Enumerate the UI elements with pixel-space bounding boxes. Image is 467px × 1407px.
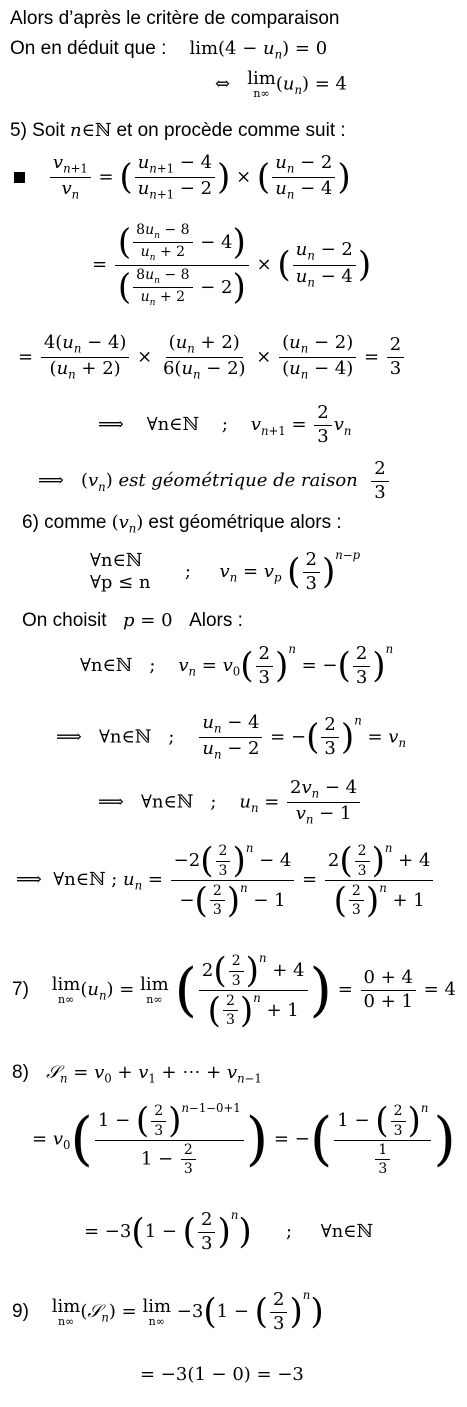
eq-un-explicit: ⟹ ∀n∈ℕ ; $u_n$ = −2( $\frac{2}{3}$ )$^n$ − 4 −( $\frac{2}{3}$ )$^n$ − 1 = 2( $\frac{2}{3}$ )$^n$ + 4 ( $\frac{2}{3}$ )$^n$ + 1 (16, 842, 435, 918)
eq-lim-4-un: On en déduit que : $\lim(4 - u_n) = 0$ (10, 38, 328, 62)
eq-geometric: ⟹ $(v_n)$ est géométrique de raison $\frac{2}{3}$ (38, 459, 391, 503)
eq-vn-explicit: ∀n∈ℕ ; $v_n = v_0$( $\frac{2}{3}$ )$^n$ = −( $\frac{2}{3}$ )$^n$ (80, 642, 394, 688)
eq-q8-geometric-sum: = $v_0$( 1 − ( $\frac{2}{3}$ )$^{n-1-0+1}$ 1 − $\frac{2}{3}$ ) = −( 1 − ( $\frac{2}{3}$ )$^n$ $\frac{1}{3}$ ) (32, 1100, 456, 1177)
q5-heading: 5) Soit n∈ℕ et on procède comme suit : (10, 120, 346, 141)
bullet-icon (14, 172, 25, 183)
eq-q8-result: = −3(1 − ( $\frac{2}{3}$ )$^n$) ; ∀n∈ℕ (84, 1208, 373, 1254)
eq-vn-vp: ∀n∈ℕ ∀p ≤ n ; $v_n = v_p$ ( $\frac{2}{3}$ )$^{n-p}$ (90, 548, 361, 594)
eq-un-ratio: ⟹ ∀n∈ℕ ; $\frac{u_n - 4}{u_n - 2}$ = −( $\frac{2}{3}$ )$^n = v_n$ (56, 712, 406, 762)
lim-symbol: lim n∞ (247, 68, 276, 100)
eq-q8-sum: 8) 𝒮$_n$ = $v_0 + v_1$ + ⋯ + $v_{n-1}$ (12, 1062, 262, 1086)
eq-substitution: = ( $\frac{8u_n - 8}{u_n + 2}$ − 4) ( $\frac{8u_n - 8}{u_n + 2}$ − 2) × ( $\frac{u_n - 2}{u_n - 4}$ ) (92, 222, 372, 308)
eq-vn1-over-vn: $\frac{v_{n+1}}{v_n}$ = ( $\frac{u_{n+1} - 4}{u_{n+1} - 2}$ ) × ( $\frac{u_n - 2}{u_n - 4}$ ) (14, 153, 351, 202)
eq-simplified: = $\frac{4(u_n - 4)}{(u_n + 2)}$ × $\frac{(u_n + 2)}{6(u_n - 2)}$ × $\frac{(u_n - 2)}{(u_n - 4)}$ = $\frac{2}{3}$ (18, 333, 406, 382)
text-critere: Alors d’après le critère de comparaison (10, 8, 340, 29)
eq-q7-limit: 7) lim n∞ $(u_n)$ = lim n∞ ( 2( $\frac{2}{3}$ )$^n$ + 4 ( $\frac{2}{3}$ )$^n$ + 1 ) = $\frac{0 + 4}{0 + 1}$ = 4 (12, 950, 456, 1031)
eq-lim-un-4: ⇔ lim n∞ $(u_n) = 4$ (215, 68, 347, 100)
eq-q9-limit: 9) lim n∞ (𝒮$_n$) = lim n∞ −3(1 − ( $\frac{2}{3}$ )$^n$) (12, 1288, 324, 1334)
eq-vn1-recurrence: ⟹ ∀n∈ℕ ; $v_{n+1}$ = $\frac{2}{3}$ $v_n$ (98, 402, 352, 447)
eq-un-vn: ⟹ ∀n∈ℕ ; $u_n$ = $\frac{2v_n - 4}{v_n - 1}$ (98, 778, 362, 827)
choose-p: On choisit p = 0 Alors : (22, 610, 243, 631)
eq-q9-result: = −3(1 − 0) = −3 (140, 1364, 304, 1385)
q6-heading: 6) comme $(v_n)$ est géométrique alors : (22, 512, 342, 536)
